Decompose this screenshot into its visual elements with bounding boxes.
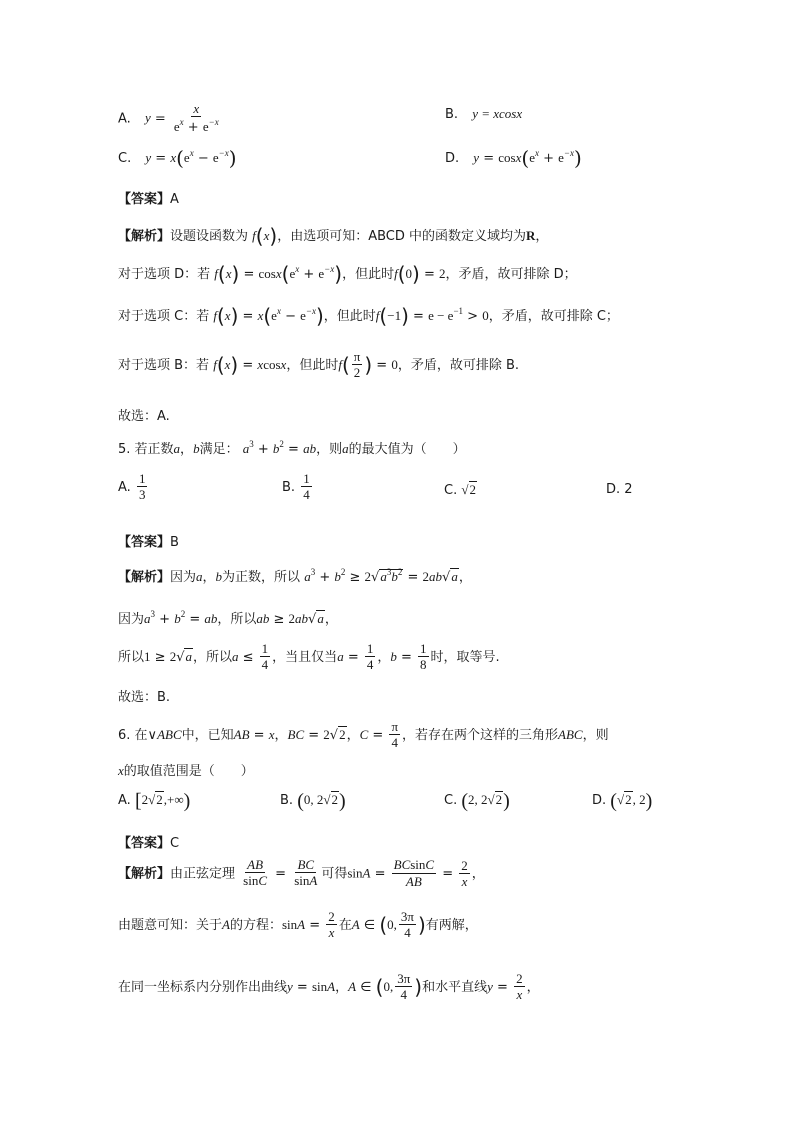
q6-stem-2: x的取值范围是（ ）: [118, 763, 254, 779]
q4-option-a: A. y = $\frac{x}{e^x + e^{-x}}$: [118, 101, 219, 136]
q4-answer: 【答案】A: [118, 192, 179, 207]
q5-analysis-2: 因为$a^3 + b^2$ = ab，所以ab ≥ 2ab√a，: [118, 609, 338, 627]
q4-analysis-4: 对于选项 B：若 f(x) = xcosx，但此时f( $\frac{\pi}{2}$ ) = 0，矛盾，故可排除 B.: [118, 349, 520, 381]
q5-answer: 【答案】B: [118, 535, 179, 550]
q5-stem: 5. 若正数a，b满足： $a^3 + b^2$ = ab，则a的最大值为（ ）: [118, 439, 466, 457]
q6-options: A. [2√2,+∞) B. (0, 2√2) C. (2, 2√2) D. (√2, 2): [118, 790, 653, 812]
q4-analysis-2: 对于选项 D：若 $f(x) = \cos x(e^x + e^{-x})$，但此时f(0) = 2，矛盾，故可排除 D；: [118, 262, 577, 286]
q6-stem-1: 6. 在∨ABC中，已知AB = x，BC = 2√2，C = $\frac{\pi}{4}$ ，若存在两个这样的三角形ABC，则: [118, 719, 609, 751]
q6-answer: 【答案】C: [118, 836, 180, 851]
q6-analysis-3: 在同一坐标系内分别作出曲线y = sinA，A ∈ (0, $\frac{3\pi}{4}$ )和水平直线y = $\frac{2}{x}$ ，: [118, 971, 540, 1003]
q5-analysis-3: 所以1 ≥ 2√a，所以a ≤ $\frac{1}{4}$ ，当且仅当a = $\frac{1}{4}$ ，b = $\frac{1}{8}$ 时，取等号.: [118, 641, 500, 673]
q5-options: A. $\frac{1}{3}$ B. $\frac{1}{4}$ C. √2 D. 2: [118, 471, 633, 503]
q6-analysis-2: 由题意可知：关于A的方程：sinA = $\frac{2}{x}$ 在A ∈ (0, $\frac{3\pi}{4}$ )有两解，: [118, 909, 478, 941]
q4-analysis-1: 【解析】设题设函数为 f(x)，由选项可知：ABCD 中的函数定义域均为R，: [118, 224, 549, 248]
q5-analysis-1: 【解析】因为a，b为正数，所以 $a^3 + b^2 \ge 2√a^3b^2 = 2ab√a$，: [118, 567, 472, 585]
q4-option-b: B. y = xcosx: [445, 106, 523, 122]
q4-conclusion: 故选：A.: [118, 409, 170, 424]
q4-analysis-3: 对于选项 C：若 $f(x) = x(e^x - e^{-x})$，但此时$f(-1) = e - e^{-1} > 0$，矛盾，故可排除 C；: [118, 304, 619, 328]
q5-conclusion: 故选：B.: [118, 690, 171, 705]
q6-analysis-1: 【解析】由正弦定理 $\frac{AB}{\sin C}$ = $\frac{BC}{\sin A}$ 可得sinA = $\frac{BCsinC}{AB}$ = $\frac{2}{x}$ ，: [118, 857, 485, 890]
q4-option-d: D. $y = \cos x(e^x + e^{-x})$: [445, 146, 582, 170]
q4-option-c: C. $y = x(e^x - e^{-x})$: [118, 146, 237, 170]
